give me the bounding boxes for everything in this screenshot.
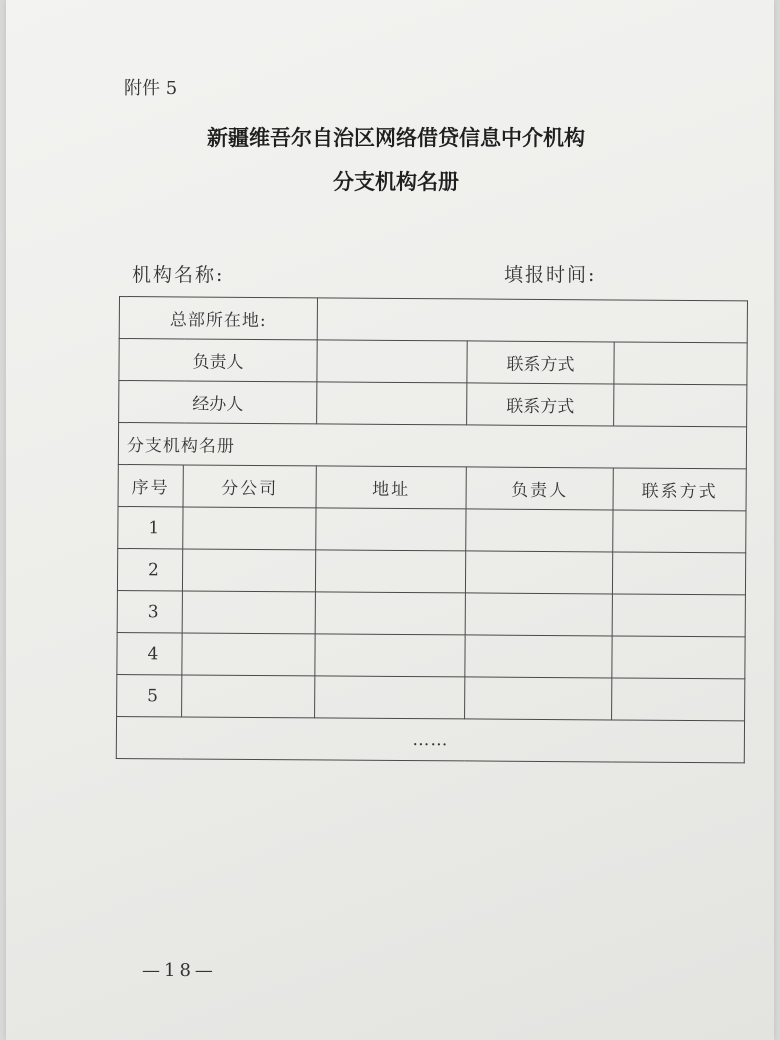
address-cell[interactable]: [315, 550, 465, 593]
section-label: 分支机构名册: [118, 423, 746, 469]
row-number: 3: [117, 590, 182, 632]
handler-row: [119, 381, 747, 427]
page-number: —18—: [142, 960, 217, 981]
hq-value[interactable]: [317, 298, 747, 343]
document-title: 新疆维吾尔自治区网络借贷信息中介机构: [207, 125, 585, 150]
row-number: 4: [117, 632, 182, 674]
handler-label: 经办人: [119, 381, 317, 424]
report-time-label: 填报时间:: [504, 264, 597, 286]
handler-contact-value[interactable]: [614, 384, 747, 427]
address-cell[interactable]: [315, 676, 465, 719]
address-cell[interactable]: [316, 508, 466, 551]
table-row: [117, 590, 745, 636]
branch-register-table: [116, 296, 748, 763]
col-header-branch: 分公司: [183, 465, 316, 508]
row-number: 1: [118, 506, 183, 548]
responsible-label: 负责人: [119, 339, 317, 382]
column-header-row: [118, 464, 746, 510]
table-row: [117, 548, 745, 594]
col-header-responsible: 负责人: [466, 467, 613, 510]
document-page: [6, 0, 774, 1040]
contact-cell[interactable]: [612, 594, 745, 637]
branch-cell[interactable]: [182, 591, 315, 634]
responsible-value[interactable]: [317, 340, 467, 383]
col-header-address: 地址: [316, 466, 466, 509]
hq-label: 总部所在地:: [119, 297, 317, 340]
responsible-contact-value[interactable]: [614, 342, 747, 385]
document-subtitle: 分支机构名册: [333, 169, 459, 194]
branch-cell[interactable]: [182, 633, 315, 676]
hq-row: [119, 297, 747, 343]
responsible-cell[interactable]: [465, 677, 612, 720]
ellipsis: ……: [116, 716, 744, 762]
table-row: [117, 632, 745, 678]
contact-cell[interactable]: [612, 636, 745, 679]
contact-cell[interactable]: [612, 552, 745, 595]
branch-cell[interactable]: [183, 507, 316, 550]
col-header-contact: 联系方式: [613, 468, 746, 511]
table-row: [118, 506, 746, 552]
responsible-cell[interactable]: [465, 593, 612, 636]
row-number: 2: [117, 548, 182, 590]
section-row: [118, 423, 746, 469]
row-number: 5: [117, 674, 182, 716]
org-name-label: 机构名称:: [132, 264, 225, 286]
branch-cell[interactable]: [182, 675, 315, 718]
contact-cell[interactable]: [612, 678, 745, 721]
contact-cell[interactable]: [613, 510, 746, 553]
table-row: [117, 674, 745, 720]
ellipsis-row: [116, 716, 744, 762]
responsible-cell[interactable]: [465, 635, 612, 678]
responsible-row: [119, 339, 747, 385]
branch-cell[interactable]: [182, 549, 315, 592]
address-cell[interactable]: [315, 634, 465, 677]
address-cell[interactable]: [315, 592, 465, 635]
responsible-cell[interactable]: [466, 509, 613, 552]
col-header-seq: 序号: [118, 464, 183, 506]
responsible-cell[interactable]: [465, 551, 612, 594]
attachment-label: 附件 5: [124, 78, 178, 99]
responsible-contact-label: 联系方式: [467, 341, 614, 384]
handler-value[interactable]: [317, 382, 467, 425]
handler-contact-label: 联系方式: [467, 383, 614, 426]
